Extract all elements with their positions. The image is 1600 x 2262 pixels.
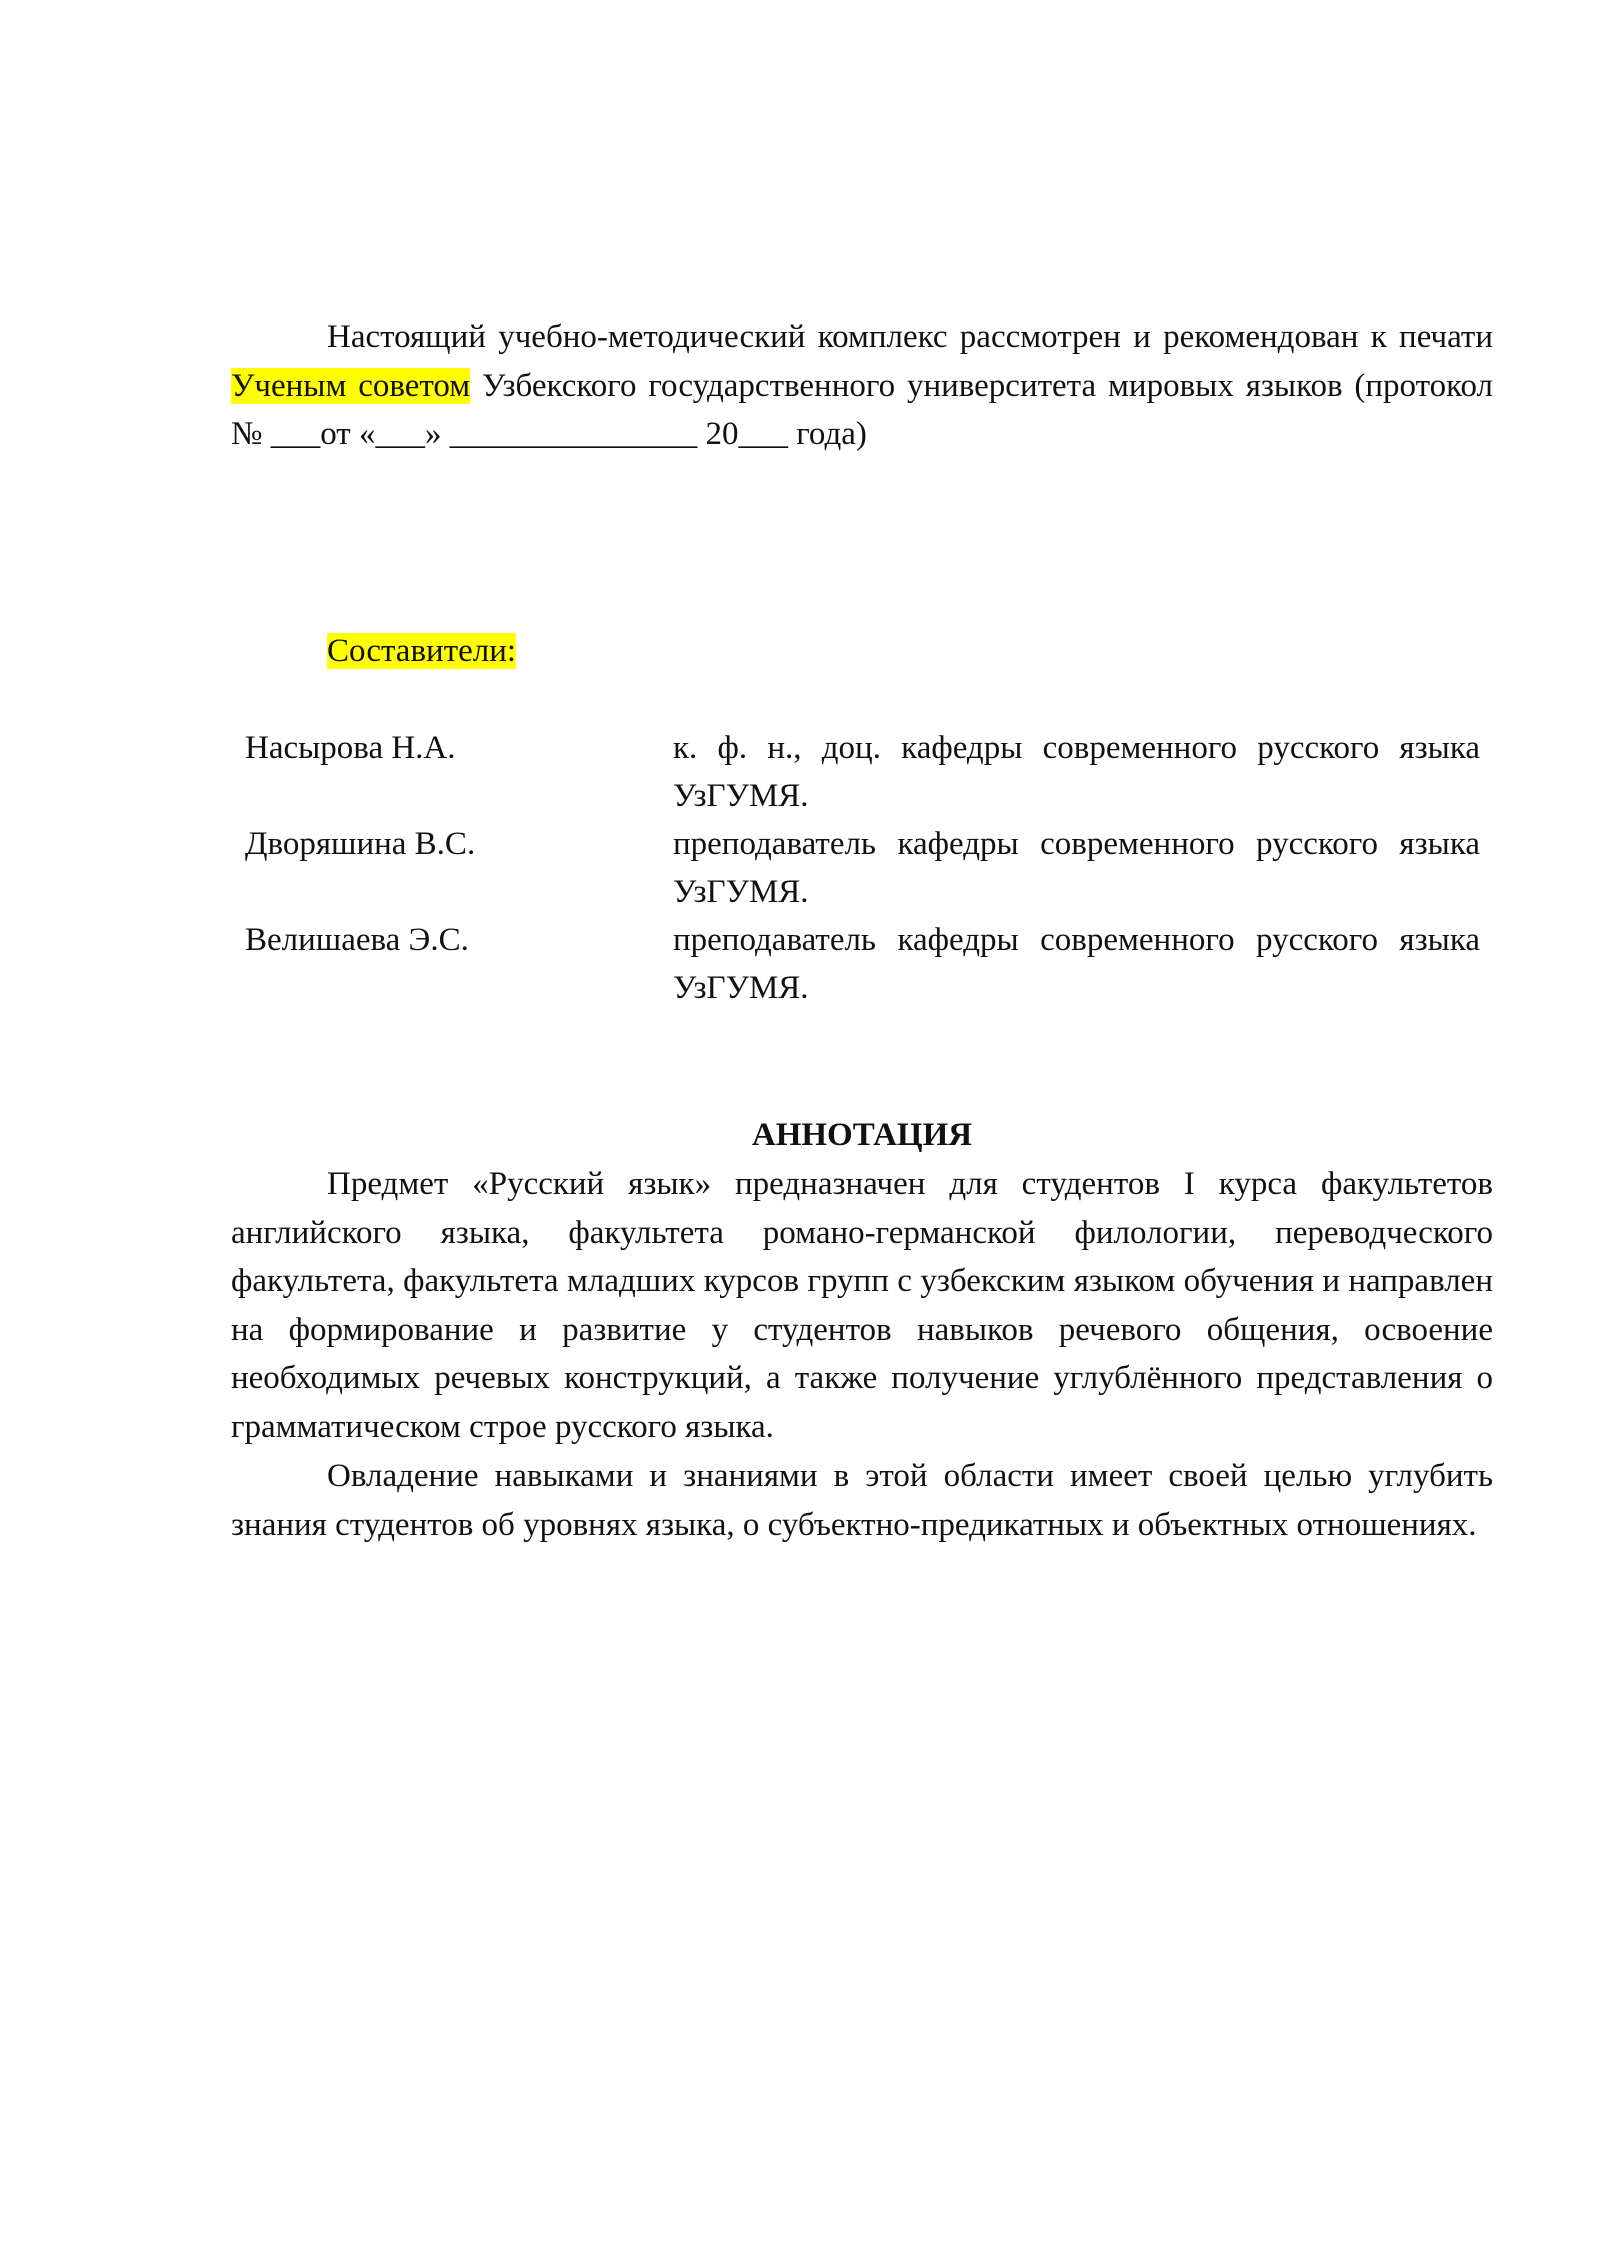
annotation-title: АННОТАЦИЯ [751, 1117, 973, 1153]
compiler-row [245, 916, 1480, 1012]
annotation-paragraph-1: Предмет «Русский язык» предназначен для студентов I курса факультетов английского языка, факультета романо-германской филологии, переводческого факультета, факультета младших курсов групп с узбекским языком обучения и направлен на формирование и развитие у студентов навыков речевого общения, освоение необходимых речевых конструкций, а также получение углублённого представления о грамматическом строе русского языка. [231, 1166, 1493, 1445]
compilers-label [327, 627, 516, 675]
academic-council-highlight: Ученым советом [231, 367, 471, 404]
approval-text-start: Настоящий учебно-методический комплекс рассмотрен и рекомендован к печати [327, 319, 1493, 355]
compiler-row [245, 724, 1480, 820]
compiler-name: Дворяшина В.С. [245, 826, 476, 862]
approval-paragraph [231, 313, 1493, 459]
compiler-role: преподаватель кафедры современного русского языка УзГУМЯ. [673, 922, 1480, 1006]
annotation-paragraph-2: Овладение навыками и знаниями в этой области имеет своей целью углубить знания студентов об уровнях языка, о субъектно-предикатных и объектных отношениях. [231, 1458, 1493, 1543]
approval-text-end: Узбекского государственного университета мировых языков (протокол № ___от «___» _______________ 20___ года) [231, 367, 1494, 452]
compiler-role: преподаватель кафедры современного русского языка УзГУМЯ. [673, 826, 1480, 910]
compiler-role: к. ф. н., доц. кафедры современного русского языка УзГУМЯ. [673, 730, 1480, 814]
compiler-name: Велишаева Э.С. [245, 922, 469, 958]
compilers-list [245, 724, 1480, 1012]
compiler-row [245, 820, 1480, 916]
compilers-label-highlight: Составители: [327, 633, 517, 669]
compiler-name: Насырова Н.А. [245, 730, 456, 766]
